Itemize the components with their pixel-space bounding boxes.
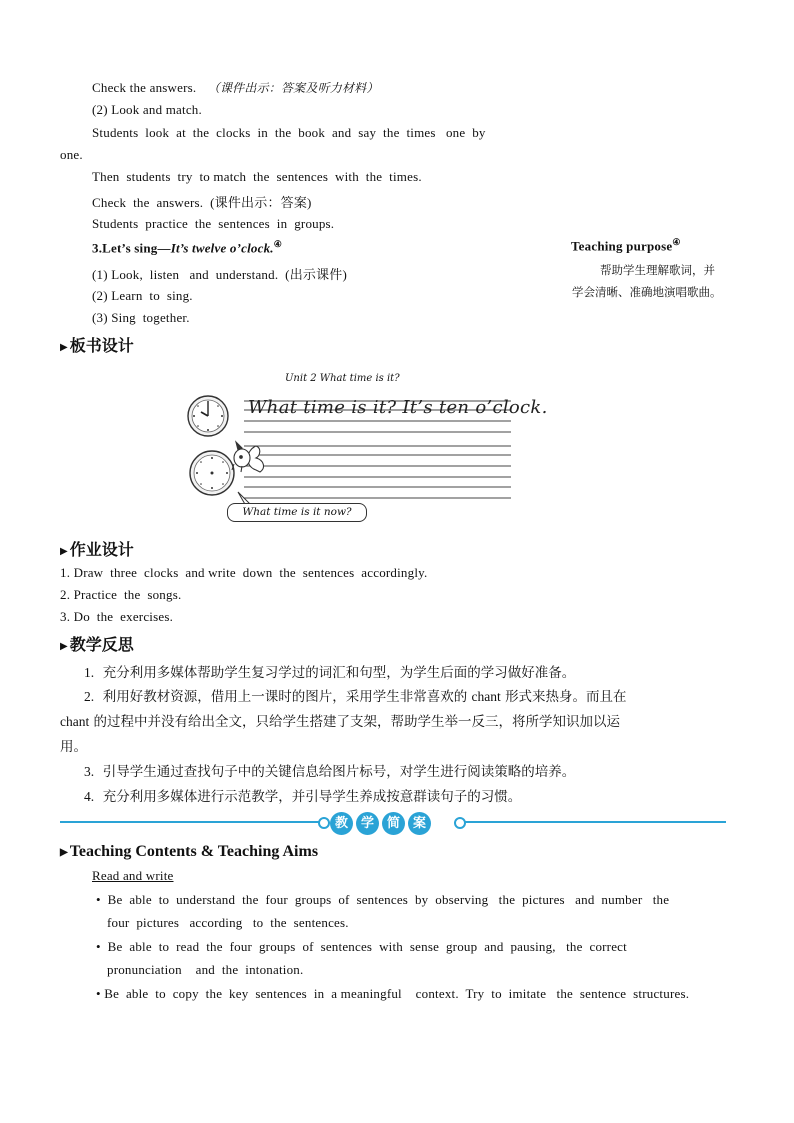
procedure-line: (2) Look and match.: [92, 102, 202, 117]
banner-dot: [454, 817, 466, 829]
teaching-purpose-title: Teaching purpose④: [571, 237, 681, 254]
banner-char: 案: [408, 812, 431, 835]
aims-subheading: Read and write: [92, 868, 174, 883]
triangle-bullet-icon: ▶: [60, 546, 68, 557]
banner-char: 简: [382, 812, 405, 835]
reflection-paragraph-cont: chant 的过程中并没有给出全文，只给学生搭建了支架，帮助学生举一反三，将所学知识加以运: [60, 714, 621, 730]
section-heading: ▶ 教学反思: [60, 635, 134, 654]
homework-item: 1. Draw three clocks and write down the sentences accordingly.: [60, 565, 428, 580]
section-heading: ▶ 作业设计: [60, 540, 134, 559]
speech-bubble: What time is it now?: [227, 503, 367, 522]
banner-char: 学: [356, 812, 379, 835]
aims-bullet-cont: four pictures according to the sentences.: [107, 915, 349, 930]
courseware-note: （课件出示：答案及听力材料）: [207, 81, 379, 95]
section-heading: ▶ 板书设计: [60, 336, 134, 355]
board-unit-title: Unit 2 What time is it?: [285, 373, 400, 384]
procedure-line: (2) Learn to sing.: [92, 288, 193, 303]
clock-icon: [190, 451, 234, 495]
procedure-line: (3) Sing together.: [92, 310, 190, 325]
reflection-paragraph: 2. 利用好教材资源，借用上一课时的图片，采用学生非常喜欢的 chant 形式来热身。而且在: [84, 689, 627, 705]
teaching-purpose-text: 学会清晰、准确地演唱歌曲。: [572, 285, 722, 299]
clock-icon: [188, 396, 228, 436]
procedure-line: Check the answers. （课件出示：答案及听力材料）: [92, 80, 379, 95]
reflection-paragraph: 3. 引导学生通过查找句子中的关键信息给图片标号，对学生进行阅读策略的培养。: [84, 764, 576, 780]
banner-dot: [318, 817, 330, 829]
procedure-line: (1) Look, listen and understand. (出示课件): [92, 267, 348, 282]
triangle-bullet-icon: ▶: [60, 847, 68, 858]
banner-chars: [330, 812, 431, 835]
triangle-bullet-icon: ▶: [60, 641, 68, 652]
procedure-line: Students practice the sentences in groups.: [92, 216, 335, 231]
procedure-line: one.: [60, 147, 83, 162]
board-sentence: What time is it? It’s ten o’clock.: [248, 397, 548, 418]
reflection-paragraph: 4. 充分利用多媒体进行示范教学，并引导学生养成按意群读句子的习惯。: [84, 789, 522, 805]
teaching-purpose-text: 帮助学生理解歌词，并: [600, 263, 715, 277]
procedure-line: Then students try to match the sentences with the times.: [92, 169, 422, 184]
triangle-bullet-icon: ▶: [60, 342, 68, 353]
homework-item: 2. Practice the songs.: [60, 587, 182, 602]
reflection-paragraph-cont: 用。: [60, 739, 87, 755]
aims-bullet: • Be able to understand the four groups of sentences by observing the pictures and number the: [96, 892, 670, 907]
song-heading: 3.Let’s sing—It’s twelve o’clock.④: [92, 239, 282, 256]
homework-item: 3. Do the exercises.: [60, 609, 174, 624]
reflection-paragraph: 1. 充分利用多媒体帮助学生复习学过的词汇和句型，为学生后面的学习做好准备。: [84, 665, 576, 681]
aims-bullet-cont: pronunciation and the intonation.: [107, 962, 304, 977]
procedure-line: Check the answers. (课件出示：答案): [92, 195, 312, 210]
aims-bullet: • Be able to copy the key sentences in a meaningful context. Try to imitate the sentence structures.: [96, 986, 690, 1001]
aims-bullet: • Be able to read the four groups of sentences with sense group and pausing, the correct: [96, 939, 627, 954]
procedure-line: Students look at the clocks in the book and say the times one by: [92, 125, 486, 140]
banner-char: 教: [330, 812, 353, 835]
section-heading: ▶ Teaching Contents & Teaching Aims: [60, 843, 319, 860]
